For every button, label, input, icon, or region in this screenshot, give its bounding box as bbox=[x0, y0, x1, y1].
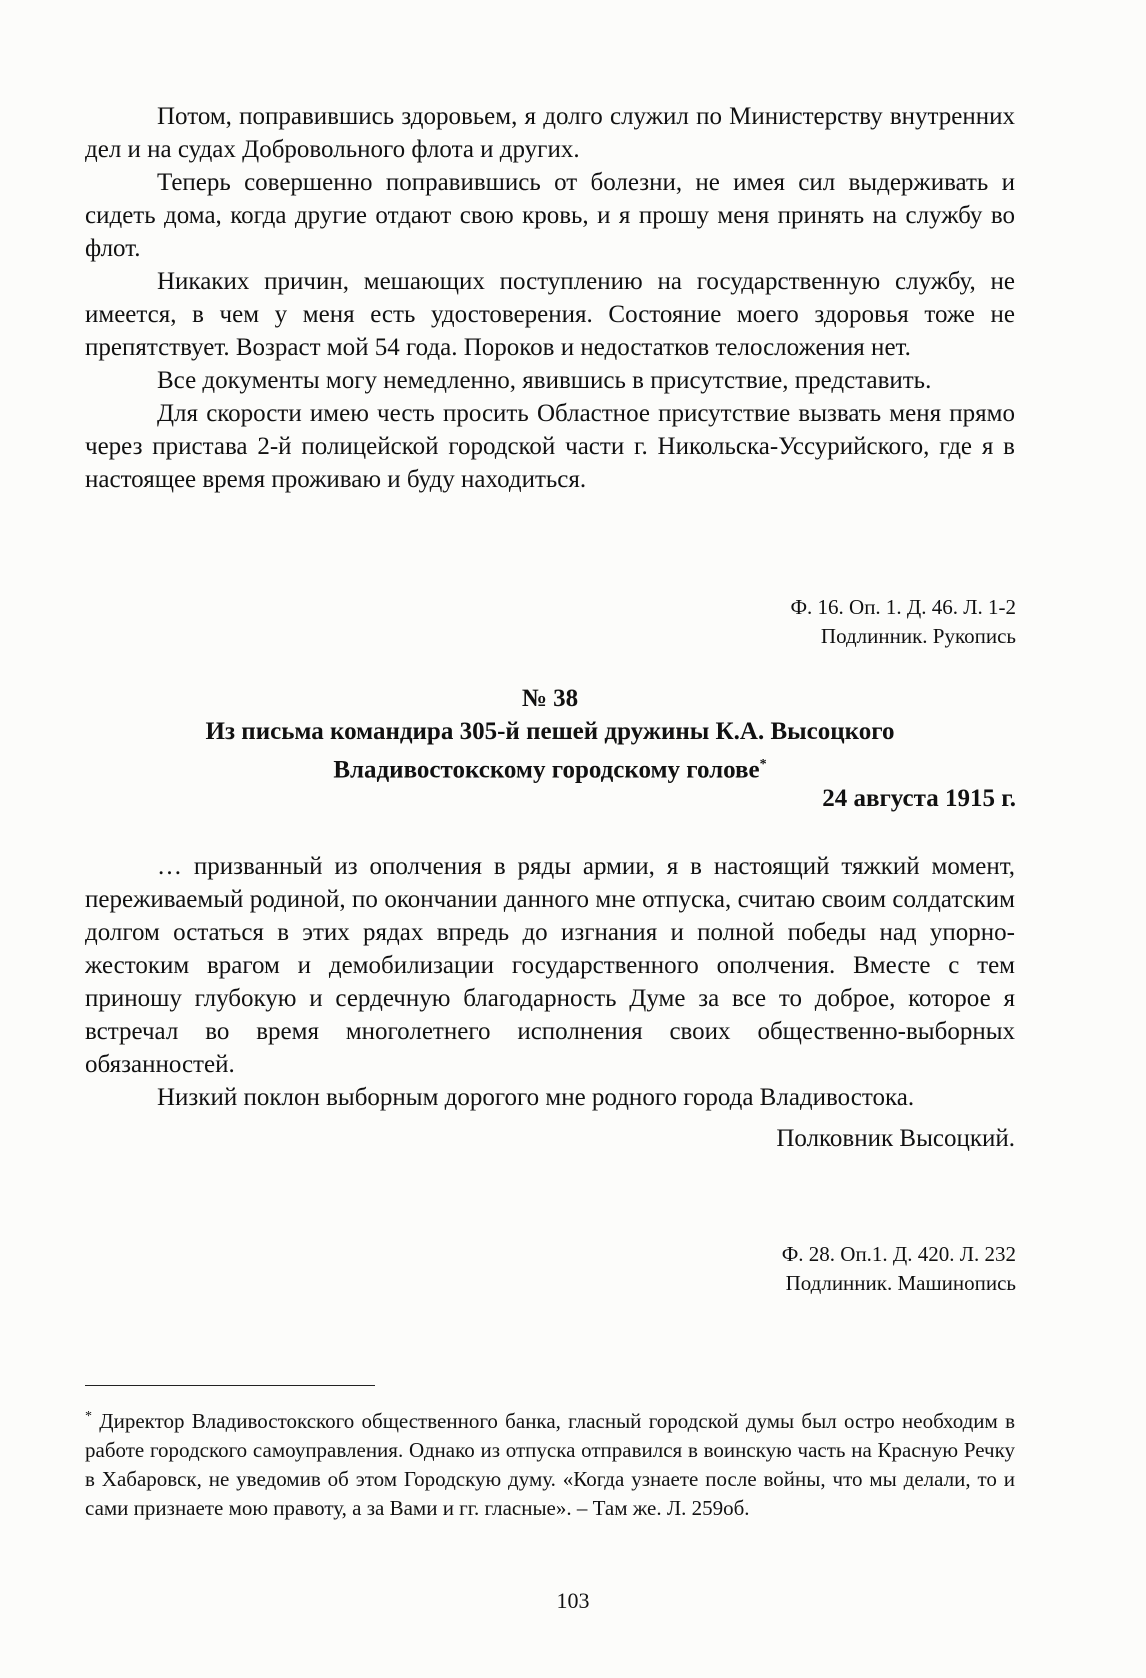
footnote-marker: * bbox=[759, 757, 767, 772]
document-heading bbox=[85, 682, 1015, 786]
paragraph: … призванный из ополчения в ряды армии, я в настоящий тяжкий момент, переживаемый родиной, по окончании данного мне отпуска, считаю своим солдатским долгом остаться в этих рядах впредь до изгнания и полной победы над упорно-жестоким врагом и демобилизации государственного ополчения. Вместе с тем приношу глубокую и сердечную благодарность Думе за все то доброе, которое я встречал во время многолетнего исполнения своих общественно-выборных обязанностей. bbox=[85, 853, 1015, 1078]
letter-text-block bbox=[85, 850, 1015, 1155]
footnote bbox=[85, 1402, 1015, 1523]
paragraph: Теперь совершенно поправившись от болезни, не имея сил выдерживать и сидеть дома, когда другие отдают свою кровь, и я прошу меня принять на службу во флот. bbox=[85, 169, 1015, 262]
paragraph: Для скорости имею честь просить Областное присутствие вызвать меня прямо через пристава 2-й полицейской городской части г. Никольска-Уссурийского, где я в настоящее время проживаю и буду находиться. bbox=[85, 400, 1015, 493]
top-text-block bbox=[85, 100, 1015, 496]
footnote-text: Директор Владивостокского общественного банка, гласный городской думы был остро необходим в работе городского самоуправления. Однако из отпуска отправился в воинскую часть на Красную Речку в Хабаровск, не уведомив об этом Городскую думу. «Когда узнаете после войны, что мы делали, то и сами признаете мою правоту, а за Вами и гг. гласные». – Там же. Л. 259об. bbox=[85, 1409, 1015, 1520]
archive-source-2 bbox=[782, 1240, 1016, 1298]
source-type: Подлинник. Машинопись bbox=[785, 1271, 1016, 1295]
page-number: 103 bbox=[556, 1588, 590, 1613]
source-type: Подлинник. Рукопись bbox=[820, 624, 1016, 648]
source-reference: Ф. 28. Оп.1. Д. 420. Л. 232 bbox=[781, 1242, 1016, 1266]
paragraph: Потом, поправившись здоровьем, я долго служил по Министерству внутренних дел и на судах Добровольного флота и других. bbox=[85, 103, 1015, 163]
document-date: 24 августа 1915 г. bbox=[822, 785, 1016, 812]
signature: Полковник Высоцкий. bbox=[776, 1125, 1015, 1152]
document-title-line1: Из письма командира 305-й пешей дружины К.А. Высоцкого bbox=[205, 718, 895, 745]
document-title-line2: Владивостокскому городскому голове* bbox=[333, 756, 767, 784]
footnote-mark: * bbox=[85, 1409, 92, 1424]
document-number: № 38 bbox=[521, 685, 579, 712]
source-reference: Ф. 16. Оп. 1. Д. 46. Л. 1-2 bbox=[790, 595, 1016, 619]
paragraph: Низкий поклон выборным дорогого мне родного города Владивостока. bbox=[157, 1084, 915, 1111]
footnote-divider bbox=[85, 1385, 375, 1386]
archive-source-1 bbox=[790, 593, 1016, 651]
paragraph: Никаких причин, мешающих поступлению на государственную службу, не имеется, в чем у меня есть удостоверения. Состояние моего здоровья тоже не препятствует. Возраст мой 54 года. Пороков и недостатков телосложения нет. bbox=[85, 268, 1015, 361]
paragraph: Все документы могу немедленно, явившись в присутствие, представить. bbox=[157, 367, 932, 394]
